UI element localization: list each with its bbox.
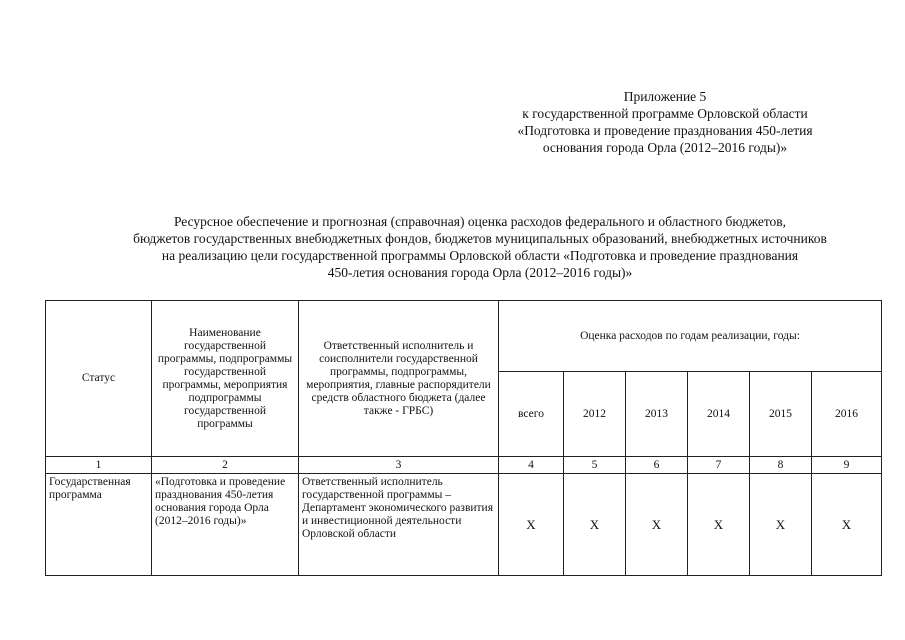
row-value-2016: Х xyxy=(812,474,882,576)
header-status: Статус xyxy=(46,301,152,457)
column-number: 3 xyxy=(299,457,499,474)
row-executor: Ответственный исполнитель государственной программы – Департамент экономического развития и инвестиционной деятельности Орловской области xyxy=(299,474,499,576)
appendix-note xyxy=(480,88,850,156)
table-row xyxy=(46,474,882,576)
appendix-line-3: «Подготовка и проведение празднования 450-летия xyxy=(517,123,813,138)
column-number: 4 xyxy=(499,457,564,474)
appendix-line-2: к государственной программе Орловской области xyxy=(522,106,808,121)
document-title xyxy=(40,213,905,281)
row-value-2012: Х xyxy=(564,474,626,576)
header-year-2012: 2012 xyxy=(564,372,626,457)
title-line-3: на реализацию цели государственной программы Орловской области «Подготовка и проведение празднования xyxy=(161,248,799,263)
header-year-2016: 2016 xyxy=(812,372,882,457)
column-number: 1 xyxy=(46,457,152,474)
header-year-2013: 2013 xyxy=(626,372,688,457)
row-program-name: «Подготовка и проведение празднования 450-летия основания города Орла (2012–2016 годы)» xyxy=(152,474,299,576)
row-status: Государственная программа xyxy=(46,474,152,576)
column-number-row xyxy=(46,457,882,474)
header-total: всего xyxy=(499,372,564,457)
column-number: 7 xyxy=(688,457,750,474)
row-value-2015: Х xyxy=(750,474,812,576)
column-number: 8 xyxy=(750,457,812,474)
row-value-2014: Х xyxy=(688,474,750,576)
header-program-name: Наименование государственной программы, подпрограммы государственной программы, мероприятия подпрограммы государственной программы xyxy=(152,301,299,457)
column-number: 2 xyxy=(152,457,299,474)
column-number: 9 xyxy=(812,457,882,474)
resource-table xyxy=(45,300,882,576)
row-value-2013: Х xyxy=(626,474,688,576)
column-number: 5 xyxy=(564,457,626,474)
header-year-2015: 2015 xyxy=(750,372,812,457)
title-line-1: Ресурсное обеспечение и прогнозная (справочная) оценка расходов федерального и областного бюджетов, xyxy=(173,214,787,229)
header-executor: Ответственный исполнитель и соисполнители государственной программы, подпрограммы, мероприятия, главные распорядители средств областного бюджета (далее также - ГРБС) xyxy=(299,301,499,457)
header-year-2014: 2014 xyxy=(688,372,750,457)
title-line-4: 450-летия основания города Орла (2012–2016 годы)» xyxy=(327,265,633,280)
header-estimate: Оценка расходов по годам реализации, годы: xyxy=(499,301,882,372)
appendix-line-4: основания города Орла (2012–2016 годы)» xyxy=(542,140,788,155)
row-value-total: Х xyxy=(499,474,564,576)
title-line-2: бюджетов государственных внебюджетных фондов, бюджетов муниципальных образований, внебюджетных источников xyxy=(133,231,827,246)
appendix-line-1: Приложение 5 xyxy=(623,89,707,104)
column-number: 6 xyxy=(626,457,688,474)
